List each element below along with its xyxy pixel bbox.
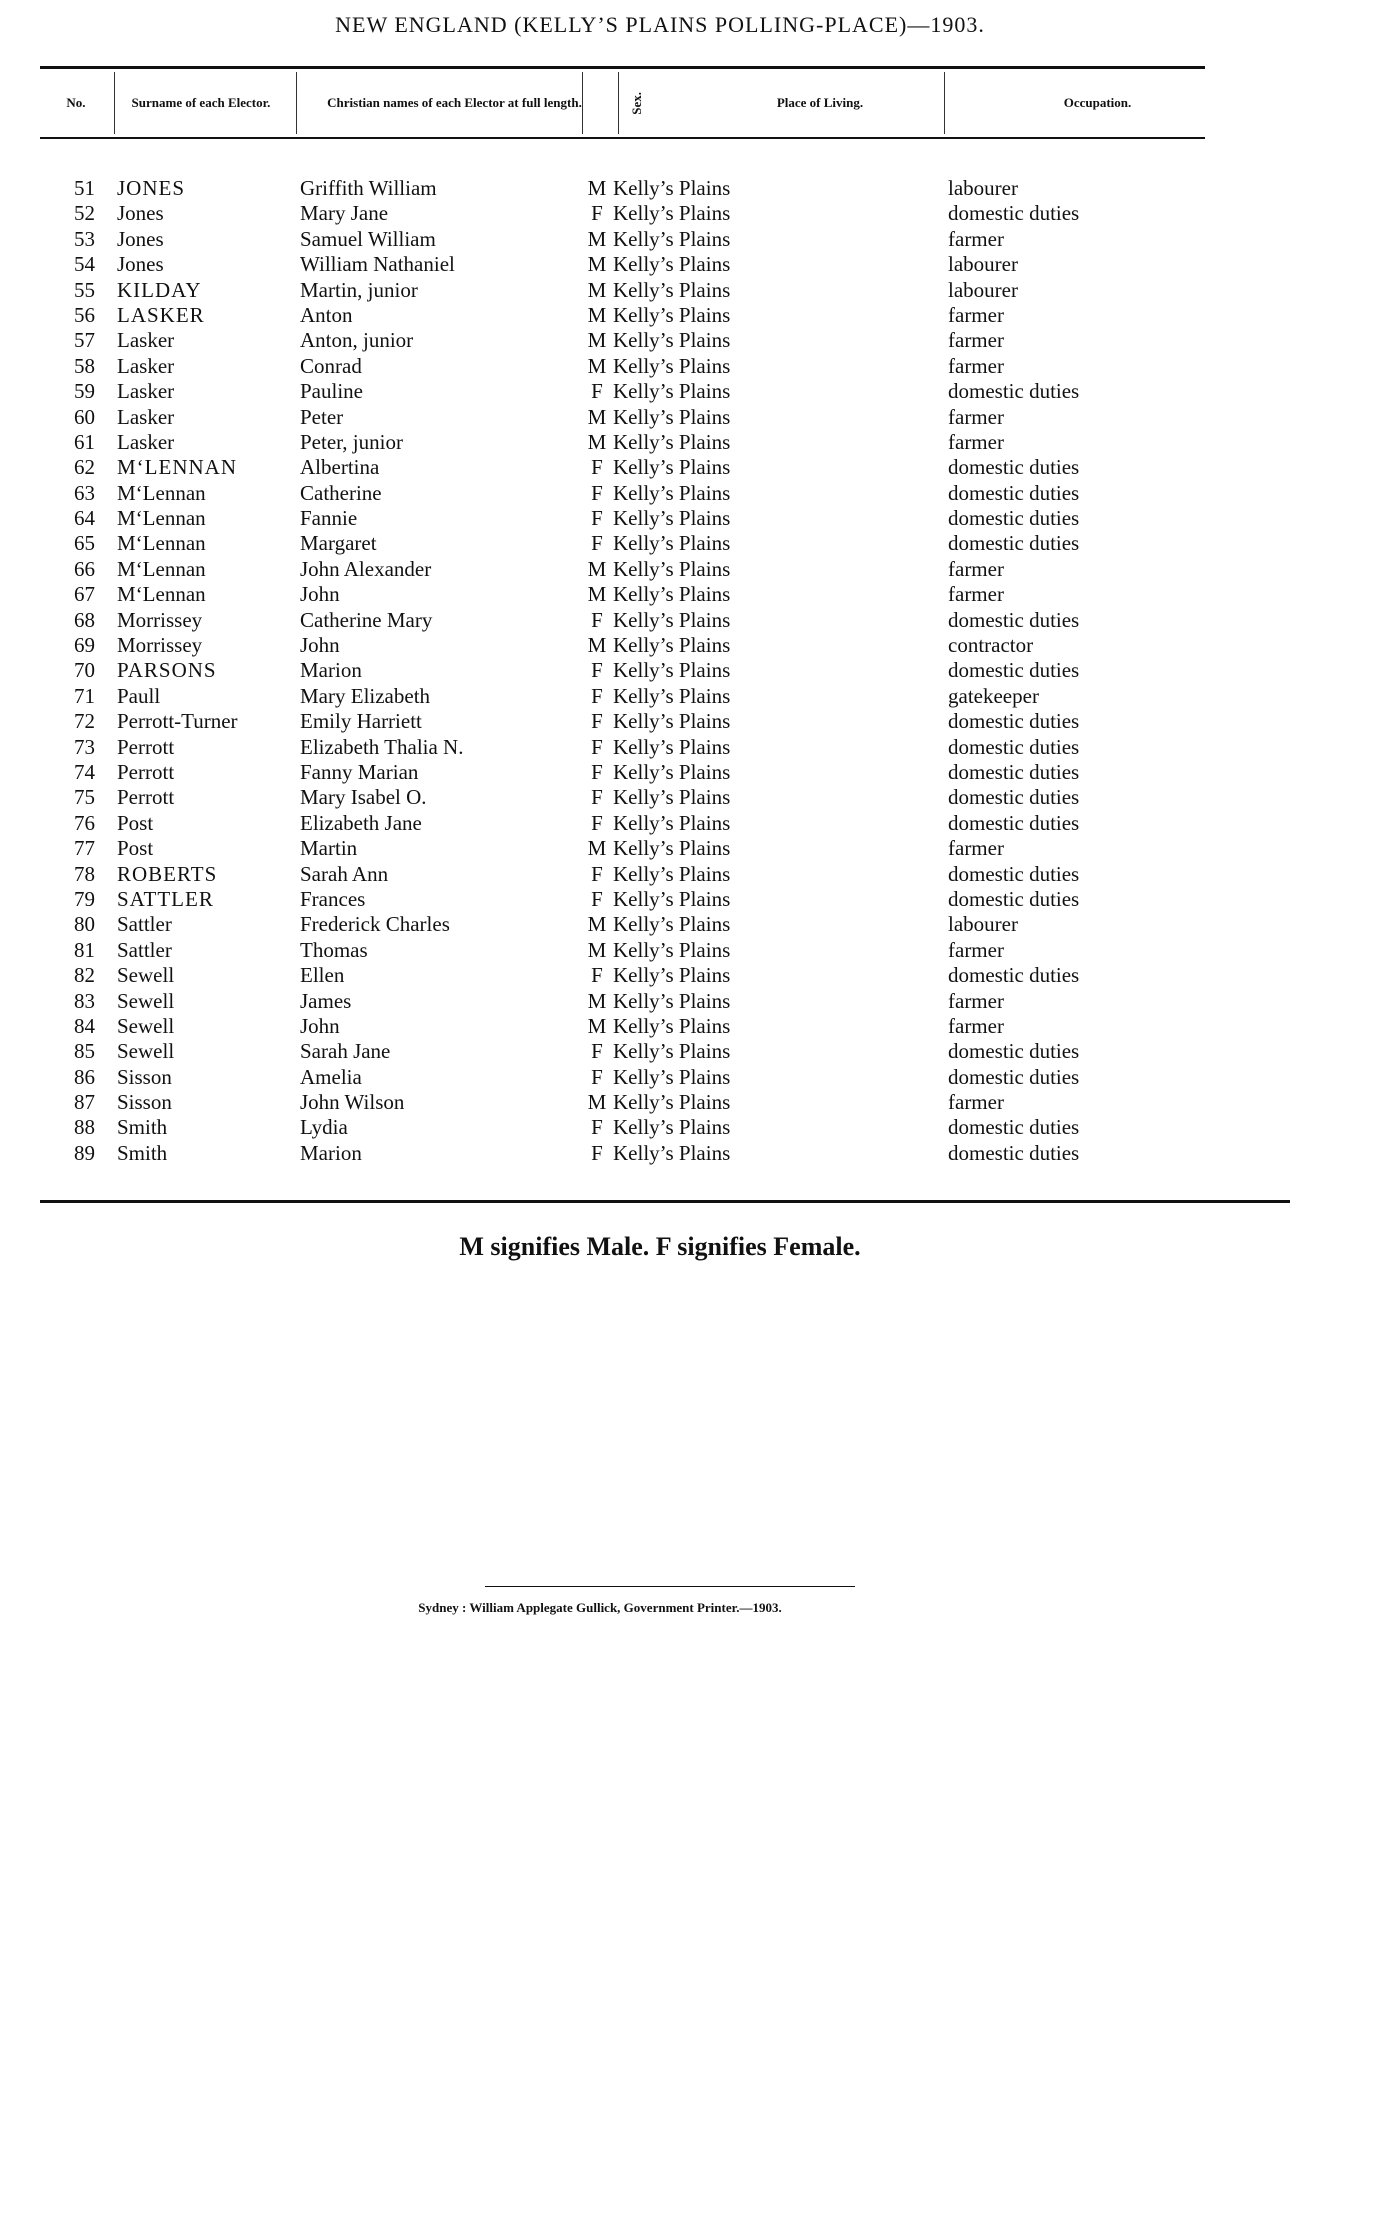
header-divider (582, 72, 583, 134)
elector-number: 78 (74, 861, 95, 886)
elector-place-of-living: Kelly’s Plains (613, 176, 731, 200)
header-divider (618, 72, 619, 134)
elector-surname: Morrissey (117, 607, 203, 632)
header-occupation: Occupation. (1063, 95, 1132, 110)
table-row (40, 252, 1280, 277)
elector-occupation: domestic duties (948, 480, 1080, 505)
elector-surname: LASKER (117, 302, 205, 327)
elector-occupation: farmer (948, 836, 1004, 861)
elector-sex: F (591, 683, 603, 708)
elector-occupation: domestic duties (948, 810, 1080, 835)
elector-number: 75 (74, 785, 95, 810)
table-row (40, 455, 1280, 480)
elector-surname: Lasker (117, 429, 175, 454)
elector-number: 73 (74, 734, 95, 759)
elector-place-of-living: Kelly’s Plains (613, 252, 731, 277)
elector-sex: M (587, 226, 607, 251)
elector-occupation: farmer (948, 429, 1004, 454)
table-row (40, 684, 1280, 709)
elector-sex: M (587, 912, 607, 937)
elector-christian-names: Emily Harriett (300, 709, 422, 734)
elector-place-of-living: Kelly’s Plains (613, 607, 731, 632)
elector-number: 71 (74, 683, 95, 708)
elector-christian-names: Elizabeth Thalia N. (300, 734, 464, 759)
elector-place-of-living: Kelly’s Plains (613, 429, 731, 454)
table-row (40, 887, 1280, 912)
elector-occupation: domestic duties (948, 607, 1080, 632)
elector-place-of-living: Kelly’s Plains (613, 861, 731, 886)
table-row (40, 735, 1280, 760)
elector-sex: F (591, 607, 603, 632)
elector-surname: Paull (117, 683, 161, 708)
elector-sex: M (587, 556, 607, 581)
elector-number: 62 (74, 455, 95, 480)
header-divider (114, 72, 115, 134)
elector-number: 86 (74, 1064, 95, 1089)
table-row (40, 506, 1280, 531)
elector-christian-names: Amelia (300, 1064, 362, 1089)
elector-christian-names: Sarah Jane (300, 1039, 391, 1064)
table-row (40, 557, 1280, 582)
elector-number: 74 (74, 759, 95, 784)
table-row (40, 405, 1280, 430)
header-divider (944, 72, 945, 134)
elector-number: 53 (74, 226, 95, 251)
elector-surname: Sewell (117, 988, 175, 1013)
elector-surname: Lasker (117, 404, 175, 429)
elector-surname: M‘Lennan (117, 582, 206, 607)
elector-sex: F (591, 658, 603, 683)
elector-number: 59 (74, 379, 95, 404)
elector-occupation: domestic duties (948, 1064, 1080, 1089)
elector-number: 84 (74, 1013, 95, 1038)
elector-place-of-living: Kelly’s Plains (613, 785, 731, 810)
elector-sex: F (591, 1115, 603, 1140)
elector-sex: F (591, 709, 603, 734)
elector-surname: M‘Lennan (117, 531, 206, 556)
elector-christian-names: James (300, 988, 352, 1013)
elector-christian-names: John (300, 1013, 340, 1038)
elector-surname: Lasker (117, 353, 175, 378)
elector-number: 67 (74, 582, 95, 607)
elector-sex: M (587, 937, 607, 962)
elector-occupation: domestic duties (948, 506, 1080, 531)
header-christian-names: Christian names of each Elector at full length. (327, 95, 582, 110)
elector-place-of-living: Kelly’s Plains (613, 810, 731, 835)
elector-occupation: labourer (948, 176, 1018, 200)
table-row (40, 201, 1280, 226)
elector-number: 70 (74, 658, 95, 683)
elector-surname: KILDAY (117, 277, 202, 302)
header-divider (296, 72, 297, 134)
table-row (40, 1090, 1280, 1115)
elector-sex: M (587, 582, 607, 607)
elector-sex: M (587, 302, 607, 327)
elector-christian-names: Sarah Ann (300, 861, 389, 886)
elector-sex: M (587, 836, 607, 861)
table-row (40, 938, 1280, 963)
elector-occupation: domestic duties (948, 963, 1080, 988)
elector-christian-names: Mary Elizabeth (300, 683, 431, 708)
elector-number: 52 (74, 201, 95, 226)
elector-surname: Sattler (117, 937, 172, 962)
elector-christian-names: Pauline (300, 379, 363, 404)
elector-occupation: farmer (948, 1090, 1004, 1115)
elector-christian-names: Catherine (300, 480, 382, 505)
elector-number: 72 (74, 709, 95, 734)
elector-surname: Perrott (117, 734, 175, 759)
elector-place-of-living: Kelly’s Plains (613, 404, 731, 429)
elector-number: 64 (74, 506, 95, 531)
table-row (40, 481, 1280, 506)
elector-surname: Smith (117, 1115, 168, 1140)
elector-occupation: labourer (948, 277, 1018, 302)
elector-surname: Morrissey (117, 633, 203, 658)
elector-surname: Sewell (117, 963, 175, 988)
elector-number: 60 (74, 404, 95, 429)
elector-surname: Jones (117, 226, 164, 251)
elector-number: 51 (74, 176, 95, 200)
elector-christian-names: Frances (300, 886, 366, 911)
elector-sex: M (587, 404, 607, 429)
elector-surname: JONES (117, 176, 186, 200)
elector-christian-names: William Nathaniel (300, 252, 455, 277)
elector-christian-names: Samuel William (300, 226, 436, 251)
table-row (40, 531, 1280, 556)
elector-surname: M‘Lennan (117, 480, 206, 505)
elector-sex: M (587, 252, 607, 277)
elector-place-of-living: Kelly’s Plains (613, 302, 731, 327)
elector-number: 65 (74, 531, 95, 556)
elector-sex: F (591, 1039, 603, 1064)
elector-sex: M (587, 988, 607, 1013)
elector-occupation: domestic duties (948, 455, 1080, 480)
elector-number: 82 (74, 963, 95, 988)
elector-number: 68 (74, 607, 95, 632)
table-row (40, 1141, 1280, 1166)
elector-christian-names: John Alexander (300, 556, 432, 581)
elector-occupation: domestic duties (948, 734, 1080, 759)
elector-occupation: contractor (948, 633, 1034, 658)
elector-surname: Perrott (117, 785, 175, 810)
elector-sex: M (587, 176, 607, 200)
elector-place-of-living: Kelly’s Plains (613, 1090, 731, 1115)
elector-place-of-living: Kelly’s Plains (613, 201, 731, 226)
elector-occupation: domestic duties (948, 1039, 1080, 1064)
table-row (40, 379, 1280, 404)
elector-number: 85 (74, 1039, 95, 1064)
elector-sex: F (591, 1064, 603, 1089)
elector-sex: F (591, 379, 603, 404)
table-row (40, 1115, 1280, 1140)
elector-sex: F (591, 201, 603, 226)
elector-occupation: farmer (948, 988, 1004, 1013)
elector-number: 57 (74, 328, 95, 353)
elector-sex: F (591, 506, 603, 531)
elector-place-of-living: Kelly’s Plains (613, 836, 731, 861)
elector-christian-names: Margaret (300, 531, 377, 556)
table-bottom-rule (40, 1200, 1290, 1203)
elector-sex: F (591, 1140, 603, 1165)
header-place-of-living: Place of Living. (776, 95, 864, 110)
elector-occupation: farmer (948, 1013, 1004, 1038)
elector-christian-names: Mary Jane (300, 201, 389, 226)
elector-christian-names: Thomas (300, 937, 368, 962)
elector-christian-names: Peter, junior (300, 429, 403, 454)
elector-surname: Sisson (117, 1090, 172, 1115)
elector-number: 56 (74, 302, 95, 327)
elector-place-of-living: Kelly’s Plains (613, 531, 731, 556)
elector-occupation: labourer (948, 912, 1018, 937)
elector-christian-names: Martin (300, 836, 358, 861)
elector-place-of-living: Kelly’s Plains (613, 1039, 731, 1064)
elector-place-of-living: Kelly’s Plains (613, 633, 731, 658)
header-bottom-rule (40, 137, 1205, 139)
table-row (40, 1014, 1280, 1039)
elector-number: 58 (74, 353, 95, 378)
elector-sex: F (591, 531, 603, 556)
elector-number: 77 (74, 836, 95, 861)
table-row (40, 760, 1280, 785)
elector-surname: Sewell (117, 1013, 175, 1038)
elector-christian-names: Anton (300, 302, 353, 327)
elector-place-of-living: Kelly’s Plains (613, 556, 731, 581)
elector-number: 88 (74, 1115, 95, 1140)
elector-christian-names: Fannie (300, 506, 358, 531)
elector-surname: Post (117, 836, 154, 861)
elector-surname: M‘LENNAN (117, 455, 237, 480)
elector-occupation: domestic duties (948, 379, 1080, 404)
elector-place-of-living: Kelly’s Plains (613, 683, 731, 708)
elector-place-of-living: Kelly’s Plains (613, 1115, 731, 1140)
table-row (40, 328, 1280, 353)
elector-number: 76 (74, 810, 95, 835)
elector-surname: Jones (117, 252, 164, 277)
elector-sex: M (587, 353, 607, 378)
elector-sex: M (587, 277, 607, 302)
elector-place-of-living: Kelly’s Plains (613, 734, 731, 759)
elector-place-of-living: Kelly’s Plains (613, 709, 731, 734)
elector-number: 83 (74, 988, 95, 1013)
sex-legend: M signifies Male. F signifies Female. (459, 1232, 861, 1261)
elector-surname: M‘Lennan (117, 506, 206, 531)
elector-christian-names: Ellen (300, 963, 345, 988)
table-row (40, 582, 1280, 607)
table-row (40, 862, 1280, 887)
elector-surname: Perrott (117, 759, 175, 784)
elector-sex: F (591, 734, 603, 759)
header-surname: Surname of each Elector. (131, 95, 271, 110)
elector-number: 81 (74, 937, 95, 962)
elector-christian-names: Anton, junior (300, 328, 414, 353)
elector-christian-names: Lydia (300, 1115, 348, 1140)
elector-christian-names: Griffith William (300, 176, 437, 200)
elector-occupation: domestic duties (948, 759, 1080, 784)
elector-christian-names: Frederick Charles (300, 912, 450, 937)
elector-occupation: farmer (948, 556, 1004, 581)
elector-place-of-living: Kelly’s Plains (613, 658, 731, 683)
elector-surname: Lasker (117, 379, 175, 404)
elector-place-of-living: Kelly’s Plains (613, 480, 731, 505)
elector-place-of-living: Kelly’s Plains (613, 1140, 731, 1165)
table-row (40, 1065, 1280, 1090)
header-top-rule (40, 66, 1205, 69)
header-no: No. (66, 95, 86, 110)
elector-occupation: farmer (948, 302, 1004, 327)
elector-occupation: farmer (948, 328, 1004, 353)
table-row (40, 912, 1280, 937)
elector-occupation: farmer (948, 582, 1004, 607)
elector-christian-names: Mary Isabel O. (300, 785, 427, 810)
table-header (40, 70, 1205, 136)
elector-occupation: domestic duties (948, 709, 1080, 734)
elector-number: 79 (74, 886, 95, 911)
elector-surname: ROBERTS (117, 861, 218, 886)
table-row (40, 811, 1280, 836)
table-row (40, 354, 1280, 379)
table-row (40, 989, 1280, 1014)
elector-number: 61 (74, 429, 95, 454)
elector-sex: F (591, 480, 603, 505)
elector-christian-names: Elizabeth Jane (300, 810, 422, 835)
elector-sex: F (591, 810, 603, 835)
elector-occupation: labourer (948, 252, 1018, 277)
elector-christian-names: Fanny Marian (300, 759, 419, 784)
elector-place-of-living: Kelly’s Plains (613, 886, 731, 911)
elector-number: 55 (74, 277, 95, 302)
elector-place-of-living: Kelly’s Plains (613, 1064, 731, 1089)
elector-place-of-living: Kelly’s Plains (613, 988, 731, 1013)
elector-place-of-living: Kelly’s Plains (613, 226, 731, 251)
elector-occupation: domestic duties (948, 201, 1080, 226)
elector-surname: Sattler (117, 912, 172, 937)
table-row (40, 430, 1280, 455)
elector-number: 87 (74, 1090, 95, 1115)
header-sex (620, 70, 654, 136)
table-row (40, 633, 1280, 658)
elector-list (40, 176, 1280, 1166)
elector-number: 80 (74, 912, 95, 937)
elector-occupation: domestic duties (948, 861, 1080, 886)
elector-sex: M (587, 1013, 607, 1038)
elector-place-of-living: Kelly’s Plains (613, 328, 731, 353)
table-row (40, 1039, 1280, 1064)
elector-christian-names: Martin, junior (300, 277, 418, 302)
elector-occupation: domestic duties (948, 785, 1080, 810)
elector-christian-names: Peter (300, 404, 344, 429)
elector-sex: F (591, 886, 603, 911)
elector-surname: Perrott-Turner (117, 709, 238, 734)
elector-sex: F (591, 861, 603, 886)
elector-number: 66 (74, 556, 95, 581)
elector-occupation: farmer (948, 937, 1004, 962)
elector-sex: F (591, 759, 603, 784)
elector-occupation: domestic duties (948, 886, 1080, 911)
elector-christian-names: John (300, 582, 340, 607)
table-row (40, 963, 1280, 988)
elector-surname: SATTLER (117, 886, 214, 911)
elector-place-of-living: Kelly’s Plains (613, 937, 731, 962)
header-sex-label: Sex. (629, 91, 644, 115)
elector-christian-names: Marion (300, 658, 362, 683)
elector-place-of-living: Kelly’s Plains (613, 277, 731, 302)
elector-place-of-living: Kelly’s Plains (613, 759, 731, 784)
elector-number: 63 (74, 480, 95, 505)
printer-rule (485, 1586, 855, 1587)
table-row (40, 836, 1280, 861)
elector-christian-names: John (300, 633, 340, 658)
table-row (40, 303, 1280, 328)
elector-occupation: gatekeeper (948, 683, 1039, 708)
elector-sex: M (587, 633, 607, 658)
elector-sex: F (591, 455, 603, 480)
elector-surname: Post (117, 810, 154, 835)
printer-imprint: Sydney : William Applegate Gullick, Government Printer.—1903. (418, 1600, 782, 1615)
elector-occupation: domestic duties (948, 1140, 1080, 1165)
elector-occupation: domestic duties (948, 658, 1080, 683)
elector-christian-names: Albertina (300, 455, 380, 480)
page-title: NEW ENGLAND (KELLY’S PLAINS POLLING-PLACE)—1903. (335, 12, 985, 37)
elector-occupation: domestic duties (948, 1115, 1080, 1140)
elector-sex: M (587, 429, 607, 454)
elector-place-of-living: Kelly’s Plains (613, 912, 731, 937)
elector-occupation: farmer (948, 404, 1004, 429)
elector-surname: Sewell (117, 1039, 175, 1064)
elector-surname: PARSONS (117, 658, 217, 683)
elector-sex: F (591, 963, 603, 988)
elector-christian-names: Conrad (300, 353, 362, 378)
table-row (40, 709, 1280, 734)
table-row (40, 658, 1280, 683)
table-row (40, 176, 1280, 201)
elector-number: 69 (74, 633, 95, 658)
elector-place-of-living: Kelly’s Plains (613, 963, 731, 988)
table-row (40, 785, 1280, 810)
table-row (40, 227, 1280, 252)
elector-occupation: farmer (948, 226, 1004, 251)
elector-place-of-living: Kelly’s Plains (613, 379, 731, 404)
elector-place-of-living: Kelly’s Plains (613, 582, 731, 607)
elector-surname: M‘Lennan (117, 556, 206, 581)
elector-occupation: farmer (948, 353, 1004, 378)
elector-christian-names: Marion (300, 1140, 362, 1165)
elector-christian-names: Catherine Mary (300, 607, 433, 632)
elector-surname: Smith (117, 1140, 168, 1165)
table-row (40, 608, 1280, 633)
elector-place-of-living: Kelly’s Plains (613, 353, 731, 378)
elector-sex: M (587, 328, 607, 353)
elector-place-of-living: Kelly’s Plains (613, 506, 731, 531)
table-row (40, 278, 1280, 303)
elector-surname: Lasker (117, 328, 175, 353)
elector-place-of-living: Kelly’s Plains (613, 455, 731, 480)
elector-number: 89 (74, 1140, 95, 1165)
elector-sex: F (591, 785, 603, 810)
elector-sex: M (587, 1090, 607, 1115)
elector-place-of-living: Kelly’s Plains (613, 1013, 731, 1038)
elector-surname: Sisson (117, 1064, 172, 1089)
elector-christian-names: John Wilson (300, 1090, 405, 1115)
elector-occupation: domestic duties (948, 531, 1080, 556)
elector-number: 54 (74, 252, 95, 277)
elector-surname: Jones (117, 201, 164, 226)
